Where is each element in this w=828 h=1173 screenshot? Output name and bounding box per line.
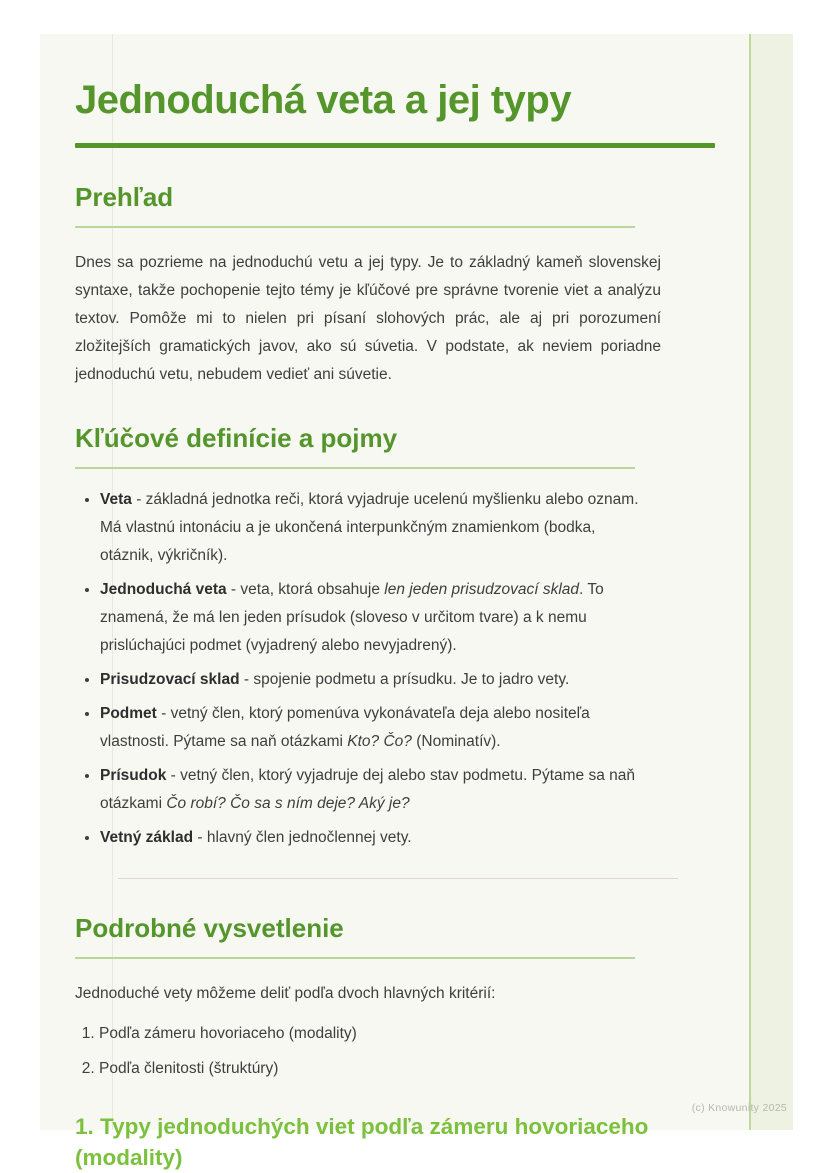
- criteria-item: 1. Podľa zámeru hovoriaceho (modality): [99, 1020, 653, 1048]
- definition-item: [100, 824, 653, 852]
- document-content: [40, 34, 720, 1173]
- definition-text: (Nominatív).: [411, 733, 501, 750]
- section-explanation: [75, 913, 720, 1173]
- definition-text: - vetný člen, ktorý vyjadruje dej alebo stav podmetu. Pýtame sa naň otázkami: [100, 767, 636, 812]
- section-overview: [75, 182, 720, 389]
- explanation-heading-underline: [75, 957, 635, 959]
- definition-item: [100, 762, 653, 818]
- document-page: [40, 34, 793, 1170]
- definition-term: Prisudzovací sklad: [100, 671, 240, 688]
- page-title: Jednoduchá veta a jej typy: [75, 78, 572, 122]
- definition-term: Podmet: [100, 705, 157, 722]
- explanation-intro: Jednoduché vety môžeme deliť podľa dvoch hlavných kritérií:: [75, 985, 496, 1002]
- subsection-heading: 1. Typy jednoduchých viet podľa zámeru hovoriaceho (modality): [75, 1114, 649, 1170]
- definition-text: - vetný člen, ktorý pomenúva vykonávateľa deja alebo nositeľa vlastnosti. Pýtame sa naň otázkami: [100, 705, 590, 750]
- definitions-heading: Kľúčové definície a pojmy: [75, 423, 398, 453]
- definition-text: . To znamená, že má len jeden prísudok (sloveso v určitom tvare) a k nemu prislúchajúci podmet (vyjadrený alebo nevyjadrený).: [100, 581, 604, 654]
- definition-item: [100, 666, 653, 694]
- definition-text-italic: Kto? Čo?: [347, 733, 412, 750]
- definition-text: - hlavný člen jednočlennej vety.: [193, 829, 412, 846]
- accent-strip: [749, 34, 793, 1130]
- definition-text: - veta, ktorá obsahuje: [226, 581, 385, 598]
- definition-text: - spojenie podmetu a prísudku. Je to jadro vety.: [239, 671, 570, 688]
- section-divider: [118, 878, 678, 879]
- overview-heading: Prehľad: [75, 182, 174, 212]
- title-rule: [75, 143, 715, 148]
- definitions-list: [75, 486, 653, 852]
- definition-item: [100, 700, 653, 756]
- criteria-item: 2. Podľa členitosti (štruktúry): [99, 1055, 653, 1083]
- definition-term: Prísudok: [100, 767, 167, 784]
- definition-term: Veta: [100, 491, 132, 508]
- section-definitions: [75, 423, 720, 852]
- explanation-heading: Podrobné vysvetlenie: [75, 913, 344, 943]
- definition-term: Jednoduchá veta: [100, 581, 227, 598]
- definition-item: [100, 486, 653, 570]
- definition-text: - základná jednotka reči, ktorá vyjadruje ucelenú myšlienku alebo oznam. Má vlastnú intonáciu a je ukončená interpunkčným znamienkom (bodka, otáznik, výkričník).: [100, 491, 639, 564]
- definition-text-italic: Čo robí? Čo sa s ním deje? Aký je?: [166, 795, 410, 812]
- definition-item: [100, 576, 653, 660]
- criteria-list: [75, 1020, 653, 1083]
- footer-credit: (c) Knowunity 2025: [691, 1102, 787, 1114]
- definitions-heading-underline: [75, 467, 635, 469]
- definition-text-italic: len jeden prisudzovací sklad: [384, 581, 580, 598]
- overview-heading-underline: [75, 226, 635, 228]
- overview-paragraph: Dnes sa pozrieme na jednoduchú vetu a jej typy. Je to základný kameň slovenskej syntaxe, takže pochopenie tejto témy je kľúčové pre správne tvorenie viet a analýzu textov. Pomôže mi to nielen pri písaní slohových prác, ale aj pri porozumení zložitejších gramatických javov, ako sú súvetia. V podstate, ak neviem poriadne jednoduchú vetu, nebudem vedieť ani súvetie.: [75, 254, 661, 383]
- definition-term: Vetný základ: [100, 829, 194, 846]
